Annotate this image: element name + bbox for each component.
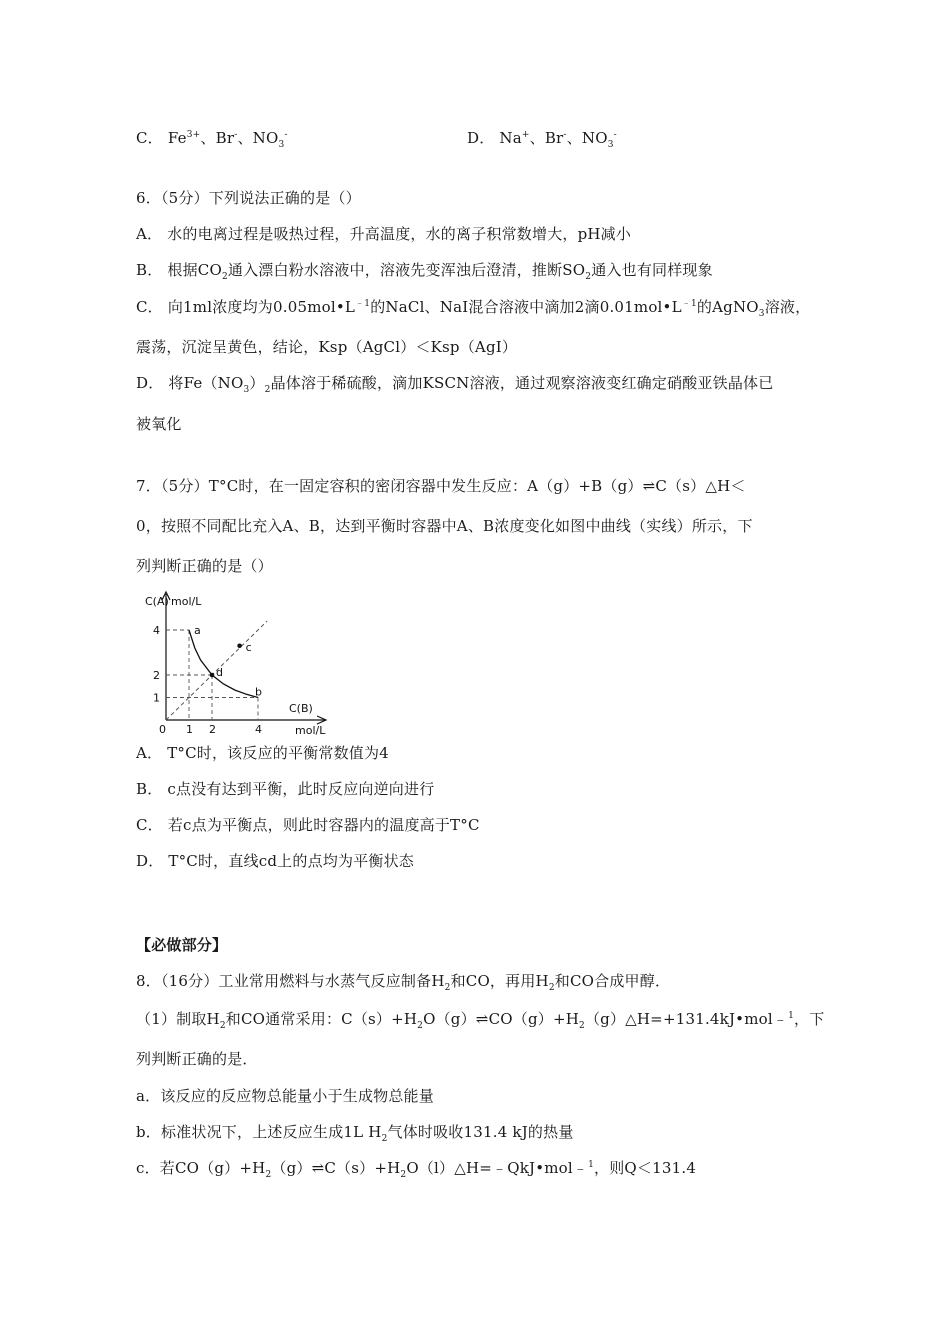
q7-stem-3: 列判断正确的是（） — [136, 557, 273, 575]
q8-part1-cont: 列判断正确的是． — [136, 1050, 258, 1068]
q6-option-d-cont: 被氧化 — [136, 415, 182, 433]
x-axis-unit: mol/L — [295, 724, 326, 736]
x-tick-label: 1 — [186, 723, 193, 736]
point-c-label: c — [245, 640, 252, 654]
point-d — [210, 673, 215, 678]
q8-option-b: b．标准状况下，上述反应生成1L $H_2$气体时吸收131.4 kJ的热量 — [136, 1123, 574, 1144]
y-tick-label: 4 — [153, 624, 160, 637]
point-a-label: a — [194, 624, 201, 637]
section-heading: 【必做部分】 — [136, 936, 228, 954]
y-tick-label: 2 — [153, 669, 160, 682]
q7-stem-1: 7．（5分）T°C时，在一固定容积的密闭容器中发生反应：A（g）+B（g）⇌C（s）△H＜ — [136, 477, 746, 495]
q6-option-c: C． 向1ml浓度均为$0.05mol•L^{﹣1}$的NaCl、NaI混合溶液中滴加2滴$0.01mol•L^{﹣1}$的AgNO$_3$溶液， — [136, 298, 811, 319]
x-axis-label: C(B) — [289, 702, 313, 715]
q7-option-c: C． 若c点为平衡点，则此时容器内的温度高于T°C — [136, 816, 480, 834]
q7-option-b: B． c点没有达到平衡，此时反应向逆向进行 — [136, 780, 435, 798]
q7-option-a: A． T°C时，该反应的平衡常数值为4 — [136, 744, 389, 762]
q6-stem: 6．（5分）下列说法正确的是（） — [136, 189, 361, 207]
q6-option-b: B． 根据$CO_2$通入漂白粉水溶液中，溶液先变浑浊后澄清，推断$SO_2$通入也有同样现象 — [136, 261, 713, 282]
q5-option-d: D． Na+、Br-、$NO_3^-$ — [467, 129, 617, 150]
q8-part1: （1）制取$H_2$和CO通常采用：$C(s)+H_2O(g)\rightleftharpoons CO(g)+H_2(g)\triangle H=+131.4kJ•mol﹣^1$，下 — [136, 1010, 825, 1031]
x-tick-label: 0 — [159, 723, 166, 736]
q5-option-c: C． $Fe^{3+}$、Br-、$NO_3^-$ — [136, 129, 288, 150]
q8-stem: 8．（16分）工业常用燃料与水蒸气反应制备$H_2$和CO，再用$H_2$和CO合成甲醇． — [136, 972, 671, 993]
q6-option-c-cont: 震荡，沉淀呈黄色，结论，Ksp（AgCl）＜Ksp（AgI） — [136, 338, 518, 356]
q8-option-a: a．该反应的反应物总能量小于生成物总能量 — [136, 1087, 434, 1105]
point-b-label: b — [255, 685, 262, 699]
point-c — [237, 643, 242, 648]
y-axis-label: C(A) — [145, 595, 169, 608]
q7-stem-2: 0，按照不同配比充入A、B，达到平衡时容器中A、B浓度变化如图中曲线（实线）所示，下 — [136, 517, 753, 535]
point-d-label: d — [216, 666, 223, 679]
x-tick-label: 4 — [255, 723, 262, 736]
q7-option-d: D． T°C时，直线cd上的点均为平衡状态 — [136, 852, 414, 870]
q8-option-c: c．若$CO(g)+H_2(g)\rightleftharpoons C(s)+H_2O(l)\triangle H=﹣QkJ•mol﹣^1$，则Q＜131.4 — [136, 1159, 697, 1180]
y-tick-label: 1 — [153, 691, 160, 705]
x-tick-label: 2 — [209, 723, 216, 736]
q6-option-a: A． 水的电离过程是吸热过程，升高温度，水的离子积常数增大，pH减小 — [136, 225, 632, 243]
q6-option-d: D． 将$Fe(NO_3)_2$晶体溶于稀硫酸，滴加KSCN溶液，通过观察溶液变红确定硝酸亚铁晶体已 — [136, 374, 774, 395]
y-axis-unit: mol/L — [171, 595, 202, 608]
q7-equilibrium-graph — [145, 588, 345, 736]
